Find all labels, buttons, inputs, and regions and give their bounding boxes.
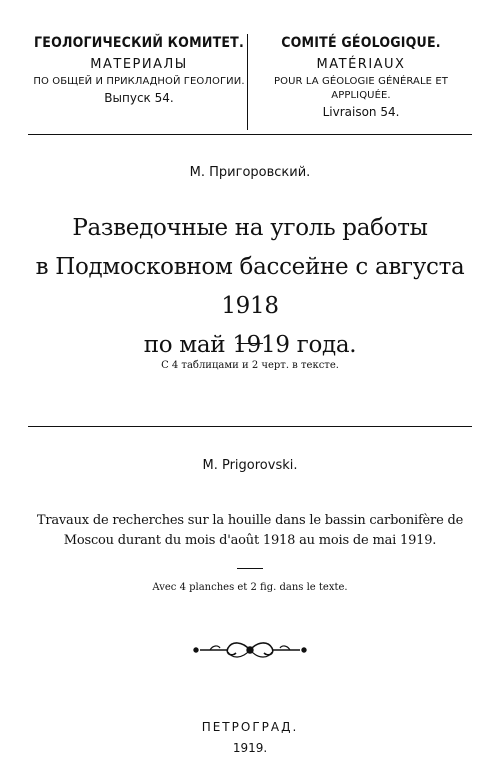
publication-city: ПЕТРОГРАД. xyxy=(201,720,299,734)
publication-year: 1919. xyxy=(232,741,268,755)
header-russian xyxy=(28,34,250,106)
publication-header xyxy=(28,34,472,134)
series-title-fr: MATÉRIAUX xyxy=(316,57,406,72)
author-fr: M. Prigorovski. xyxy=(202,458,298,473)
title-fr-line: Travaux de recherches sur la houille dans le bassin carbonifère de xyxy=(36,513,464,528)
organization-name-fr: COMITÉ GÉOLOGIQUE. xyxy=(281,35,441,51)
illustrations-note-ru: С 4 таблицами и 2 черт. в тексте. xyxy=(161,360,339,371)
title-fr xyxy=(26,511,474,551)
title-fr-line: Moscou durant du mois d'août 1918 au mois de mai 1919. xyxy=(63,533,437,548)
ornament-icon xyxy=(180,638,320,662)
title-ru xyxy=(30,209,470,365)
separator-dash xyxy=(237,568,263,569)
header-divider xyxy=(247,34,248,130)
section-rule xyxy=(28,426,472,427)
title-ru-line: Разведочные на уголь работы xyxy=(72,215,428,241)
title-ru-line: по май 1919 года. xyxy=(143,332,357,358)
author-ru: М. Пригоровский. xyxy=(189,165,311,180)
series-title-ru: МАТЕРИАЛЫ xyxy=(90,57,188,72)
series-subtitle-ru: ПО ОБЩЕЙ И ПРИКЛАДНОЙ ГЕОЛОГИИ. xyxy=(33,76,245,87)
header-french xyxy=(250,34,472,120)
header-rule xyxy=(28,134,472,135)
issue-number-fr: Livraison 54. xyxy=(322,105,400,119)
illustrations-note-fr: Avec 4 planches et 2 fig. dans le texte. xyxy=(152,582,348,593)
series-subtitle-fr: POUR LA GÉOLOGIE GÉNÉRALE ET APPLIQUÉE. xyxy=(274,76,448,101)
title-ru-line: в Подмосковном бассейне с августа 1918 xyxy=(35,254,465,319)
organization-name-ru: ГЕОЛОГИЧЕСКИЙ КОМИТЕТ. xyxy=(34,35,244,51)
separator-dash xyxy=(237,343,263,344)
issue-number-ru: Выпуск 54. xyxy=(104,91,174,105)
